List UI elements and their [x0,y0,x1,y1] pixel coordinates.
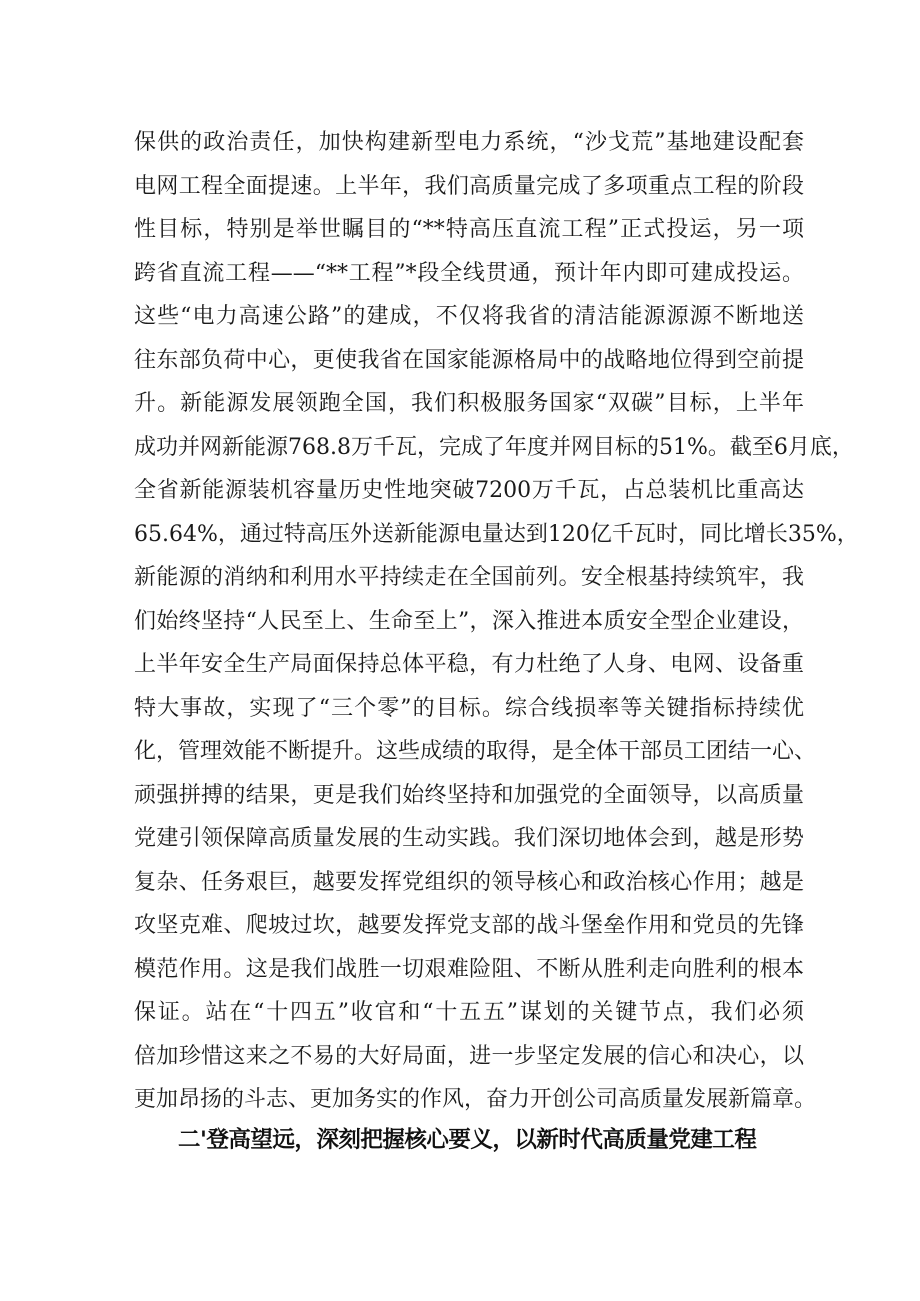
paragraph-line-10: 65.64%，通过特高压外送新能源电量达到120亿千瓦时，同比增长35%， [134,521,859,547]
paragraph-line-12: 们始终坚持“人民至上、生命至上”，深入推进本质安全型企业建设， [134,608,804,634]
paragraph-line-19: 攻坚克难、爬坡过坎，越要发挥党支部的战斗堡垒作用和党员的先锋 [134,913,804,938]
paragraph-line-1: 保供的政治责任，加快构建新型电力系统，“沙戈荒”基地建设配套 [134,130,804,155]
paragraph-line-8: 成功并网新能源768.8万千瓦，完成了年度并网目标的51%。截至6月底， [134,434,854,460]
paragraph-line-13: 上半年安全生产局面保持总体平稳，有力杜绝了人身、电网、设备重 [134,652,804,677]
paragraph-line-9: 全省新能源装机容量历史性地突破7200万千瓦，占总装机比重高达 [134,478,804,503]
paragraph-line-17: 党建引领保障高质量发展的生动实践。我们深切地体会到，越是形势 [134,826,804,851]
paragraph-line-6: 往东部负荷中心，更使我省在国家能源格局中的战略地位得到空前提 [134,347,804,373]
paragraph-line-11: 新能源的消纳和利用水平持续走在全国前列。安全根基持续筑牢，我 [134,565,804,590]
paragraph-line-23: 更加昂扬的斗志、更加务实的作风，奋力开创公司高质量发展新篇章。 [134,1087,817,1112]
paragraph-line-7: 升。新能源发展领跑全国，我们积极服务国家“双碳”目标，上半年 [134,391,804,416]
paragraph-line-2: 电网工程全面提速。上半年，我们高质量完成了多项重点工程的阶段 [134,173,804,199]
section-heading: 二'登高望远，深刻把握核心要义，以新时代高质量党建工程 [178,1127,757,1153]
paragraph-line-18: 复杂、任务艰巨，越要发挥党组织的领导核心和政治核心作用；越是 [134,869,804,895]
paragraph-line-20: 模范作用。这是我们战胜一切艰难险阻、不断从胜利走向胜利的根本 [134,956,804,982]
paragraph-line-16: 顽强拼搏的结果，更是我们始终坚持和加强党的全面领导，以高质量 [134,782,804,808]
paragraph-line-14: 特大事故，实现了“三个零”的目标。综合线损率等关键指标持续优 [134,695,804,721]
paragraph-line-15: 化，管理效能不断提升。这些成绩的取得，是全体干部员工团结一心、 [134,739,817,764]
paragraph-line-21: 保证。站在“十四五”收官和“十五五”谋划的关键节点，我们必须 [134,1000,804,1025]
body-paragraph [134,121,859,1122]
paragraph-line-3: 性目标，特别是举世瞩目的“**特高压直流工程”正式投运，另一项 [134,217,804,242]
paragraph-line-4: 跨省直流工程——“**工程”*段全线贯通，预计年内即可建成投运。 [134,260,804,286]
paragraph-line-22: 倍加珍惜这来之不易的大好局面，进一步坚定发展的信心和决心，以 [134,1043,804,1069]
paragraph-line-5: 这些“电力高速公路”的建成，不仅将我省的清洁能源源源不断地送 [134,304,804,329]
